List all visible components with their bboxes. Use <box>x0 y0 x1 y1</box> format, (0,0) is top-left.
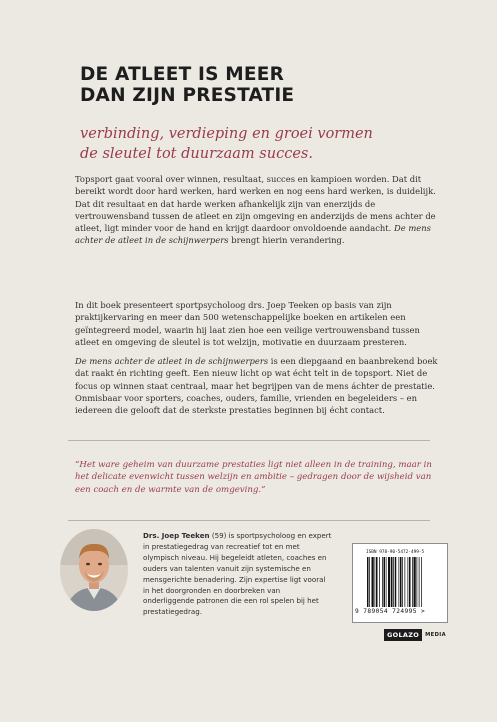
barcode-bar <box>395 557 397 607</box>
publisher-logo <box>384 628 446 642</box>
barcode-bars <box>367 557 435 607</box>
publisher-name: GOLAZO <box>384 629 422 641</box>
barcode-digits: 9 789054 724995 > <box>355 608 426 615</box>
intro-paragraph-text: Topsport gaat vooral over winnen, resultaat, succes en kampioen worden. Dat dit bereikt wordt door hard werken, hard werken en nog eens hard werken, is duidelijk. Dat dit resultaat en dat harde werken afhankelijk zijn van enerzijds de vertrouwensband tussen de atleet en zijn omgeving en anderzijds de mens achter de atleet, ligt minder voor de hand en krijgt daardoor onvoldoende aandacht. <box>75 174 436 234</box>
barcode-bar <box>417 557 418 607</box>
barcode-bar <box>367 557 369 607</box>
barcode-bar <box>414 557 416 607</box>
summary-paragraph <box>75 355 440 416</box>
book-subtitle-line-2: de sleutel tot duurzaam succes. <box>80 146 313 162</box>
barcode-bar <box>412 557 413 607</box>
barcode-bar <box>400 557 402 607</box>
barcode-bar <box>379 557 380 607</box>
pull-quote: “Het ware geheim van duurzame prestaties ligt niet alleen in de training, maar in het delicate evenwicht tussen welzijn en ambitie – gedragen door de wijsheid van een coach en de warmte van de omgeving.” <box>75 460 432 495</box>
top-divider <box>68 440 430 441</box>
author-portrait-image <box>60 529 128 611</box>
publisher-sub: MEDIA <box>425 632 447 638</box>
intro-paragraph <box>75 173 440 247</box>
intro-paragraph-end: brengt hierin verandering. <box>228 235 345 246</box>
barcode-bar <box>369 557 370 607</box>
barcode-bar <box>388 557 390 607</box>
barcode-bar <box>376 557 378 607</box>
author-name: Drs. Joep Teeken <box>143 531 210 540</box>
bottom-divider <box>68 520 430 521</box>
model-paragraph <box>75 299 440 348</box>
isbn-label: ISBN 978-90-5472-499-5 <box>366 550 425 555</box>
book-subtitle-line-1: verbinding, verdieping en groei vormen <box>80 126 373 142</box>
summary-book-title: De mens achter de atleet in de schijnwerpers <box>75 356 269 366</box>
barcode-bar <box>409 557 411 607</box>
barcode-bar <box>382 557 383 607</box>
barcode-bar <box>419 557 420 607</box>
author-bio <box>143 531 333 618</box>
barcode-bar <box>405 557 406 607</box>
author-portrait <box>60 529 128 611</box>
book-subtitle <box>80 124 460 164</box>
intro-book-title: De mens achter de atleet in de schijnwerpers <box>75 223 431 246</box>
barcode-bar <box>375 557 376 607</box>
barcode-bar <box>384 557 386 607</box>
barcode-bar <box>399 557 400 607</box>
barcode-bar <box>421 557 422 607</box>
book-title-line-1: DE ATLEET IS MEER <box>80 64 285 85</box>
isbn-barcode <box>352 543 448 623</box>
model-paragraph-text: In dit boek presenteert sportpsycholoog drs. Joep Teeken op basis van zijn praktijkervaring en meer dan 500 wetenschappelijke boeken en artikelen een geïntegreerd model, waarin hij laat zien hoe een veilige vertrouwensband tussen atleet en omgeving de sleutel is tot welzijn, motivatie en duurzaam presteren. <box>75 300 420 347</box>
barcode-bar <box>372 557 374 607</box>
barcode-bar <box>408 557 409 607</box>
barcode-bar <box>386 557 387 607</box>
barcode-bar <box>402 557 403 607</box>
book-title-line-2: DAN ZIJN PRESTATIE <box>80 85 295 106</box>
summary-paragraph-text: is een diepgaand en baanbrekend boek dat raakt én richting geeft. Een nieuw licht op wat écht telt in de topsport. Niet de focus op winnen staat centraal, maar het begrijpen van de mens áchter de prestatie. Onmisbaar voor sporters, coaches, ouders, familie, vrienden en begeleiders – en iedereen die gelooft dat de sterkste prestaties beginnen bij écht contact. <box>75 356 438 416</box>
barcode-bar <box>391 557 393 607</box>
author-bio-text: (59) is sportpsycholoog en expert in prestatiegedrag van recreatief tot en met olympisch niveau. Hij begeleidt atleten, coaches en ouders van talenten vanuit zijn systemische en mensgerichte benadering. Zijn expertise ligt vooral in het doorgronden en doorbreken van onderliggende patronen die een rol spelen bij het prestatiegedrag. <box>143 531 332 617</box>
barcode-bar <box>393 557 394 607</box>
book-title <box>80 64 440 106</box>
